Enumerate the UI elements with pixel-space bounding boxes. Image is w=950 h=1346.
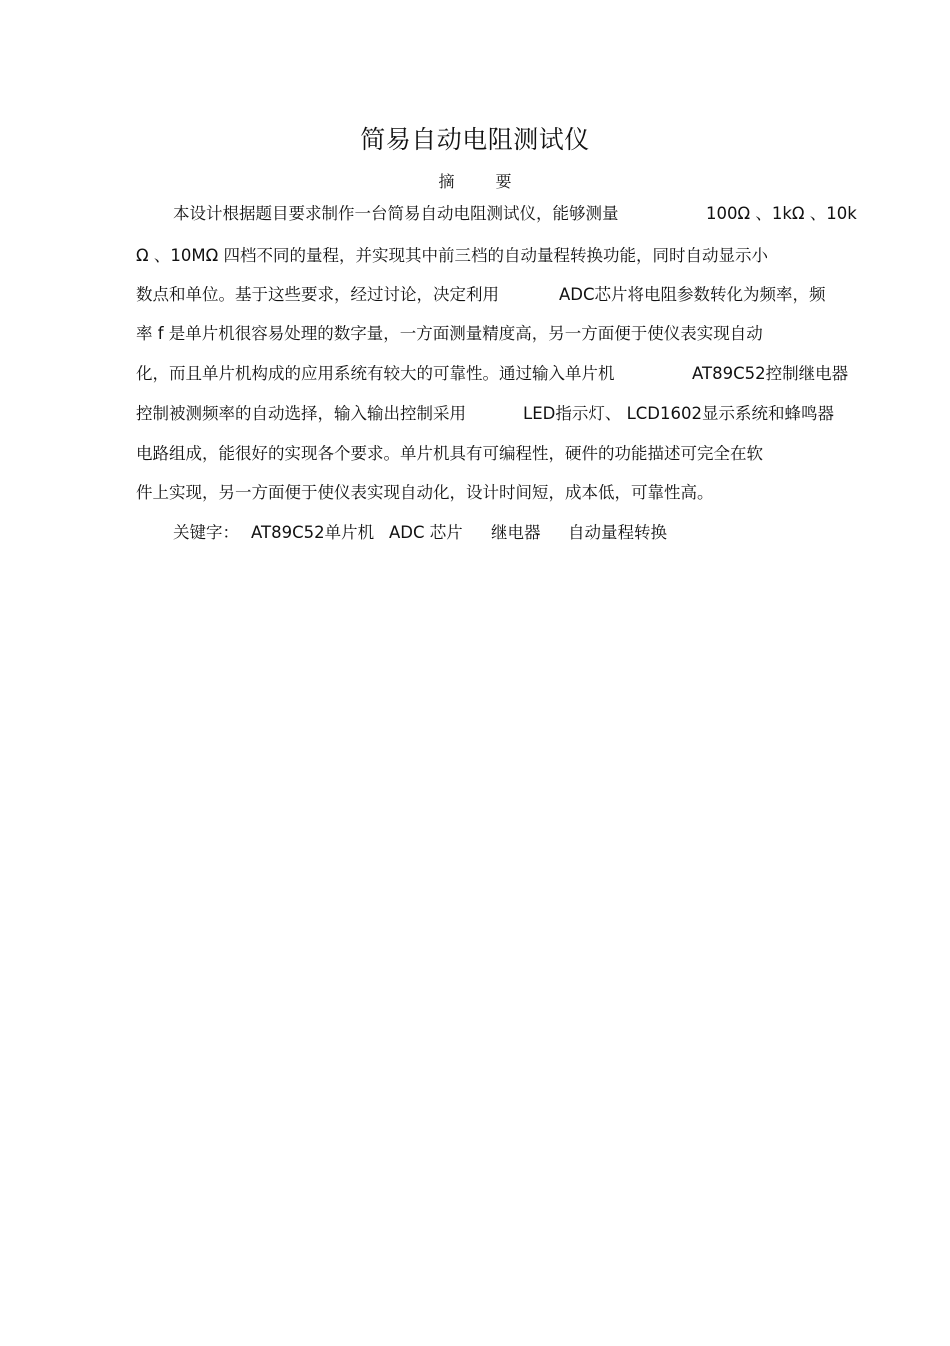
keyword-4: 自动量程转换 xyxy=(568,523,667,542)
abstract-line-3 xyxy=(136,283,499,307)
abstract-line-7-text: 电路组成，能很好的实现各个要求。单片机具有可编程性，硬件的功能描述可完全在软 xyxy=(136,444,763,463)
abstract-line-4 xyxy=(136,322,763,346)
document-title: 简易自动电阻测试仪 xyxy=(360,125,590,154)
abstract-line-5-text: 化，而且单片机构成的应用系统有较大的可靠性。通过输入单片机 xyxy=(136,364,615,383)
abstract-line-2 xyxy=(136,244,768,268)
abstract-line-6-text: 控制被测频率的自动选择，输入输出控制采用 xyxy=(136,404,466,423)
abstract-line-1-tail xyxy=(706,202,857,226)
abstract-line-1 xyxy=(173,202,619,226)
keyword-2: ADC 芯片 xyxy=(389,523,463,542)
abstract-line-3-adc: ADC芯片将电阻参数转化为频率，频 xyxy=(559,285,826,304)
keywords-label: 关键字： xyxy=(173,523,239,542)
abstract-line-8-text: 件上实现，另一方面便于使仪表实现自动化，设计时间短，成本低，可靠性高。 xyxy=(136,483,714,502)
abstract-line-5-tail xyxy=(692,362,848,386)
abstract-line-1-text: 本设计根据题目要求制作一台简易自动电阻测试仪，能够测量 xyxy=(173,204,619,223)
abstract-line-7 xyxy=(136,442,763,466)
abstract-line-5 xyxy=(136,362,615,386)
abstract-line-6-tail xyxy=(523,402,834,426)
abstract-line-6 xyxy=(136,402,466,426)
keyword-1: AT89C52单片机 xyxy=(251,523,375,542)
keyword-3: 继电器 xyxy=(491,523,541,542)
abstract-heading: 摘 要 xyxy=(438,172,530,191)
abstract-line-2-text: Ω 、10MΩ 四档不同的量程，并实现其中前三档的自动量程转换功能，同时自动显示小 xyxy=(136,246,768,265)
abstract-line-3-tail xyxy=(559,283,826,307)
abstract-line-5-mcu: AT89C52控制继电器 xyxy=(692,364,849,383)
abstract-line-1-units: 100Ω 、1kΩ 、10k xyxy=(706,204,857,223)
abstract-line-4-text: 率 f 是单片机很容易处理的数字量，一方面测量精度高，另一方面便于使仪表实现自动 xyxy=(136,324,763,343)
abstract-line-3-text: 数点和单位。基于这些要求，经过讨论，决定利用 xyxy=(136,285,499,304)
abstract-line-6-io: LED指示灯、 LCD1602显示系统和蜂鸣器 xyxy=(523,404,834,423)
abstract-line-8 xyxy=(136,481,714,505)
